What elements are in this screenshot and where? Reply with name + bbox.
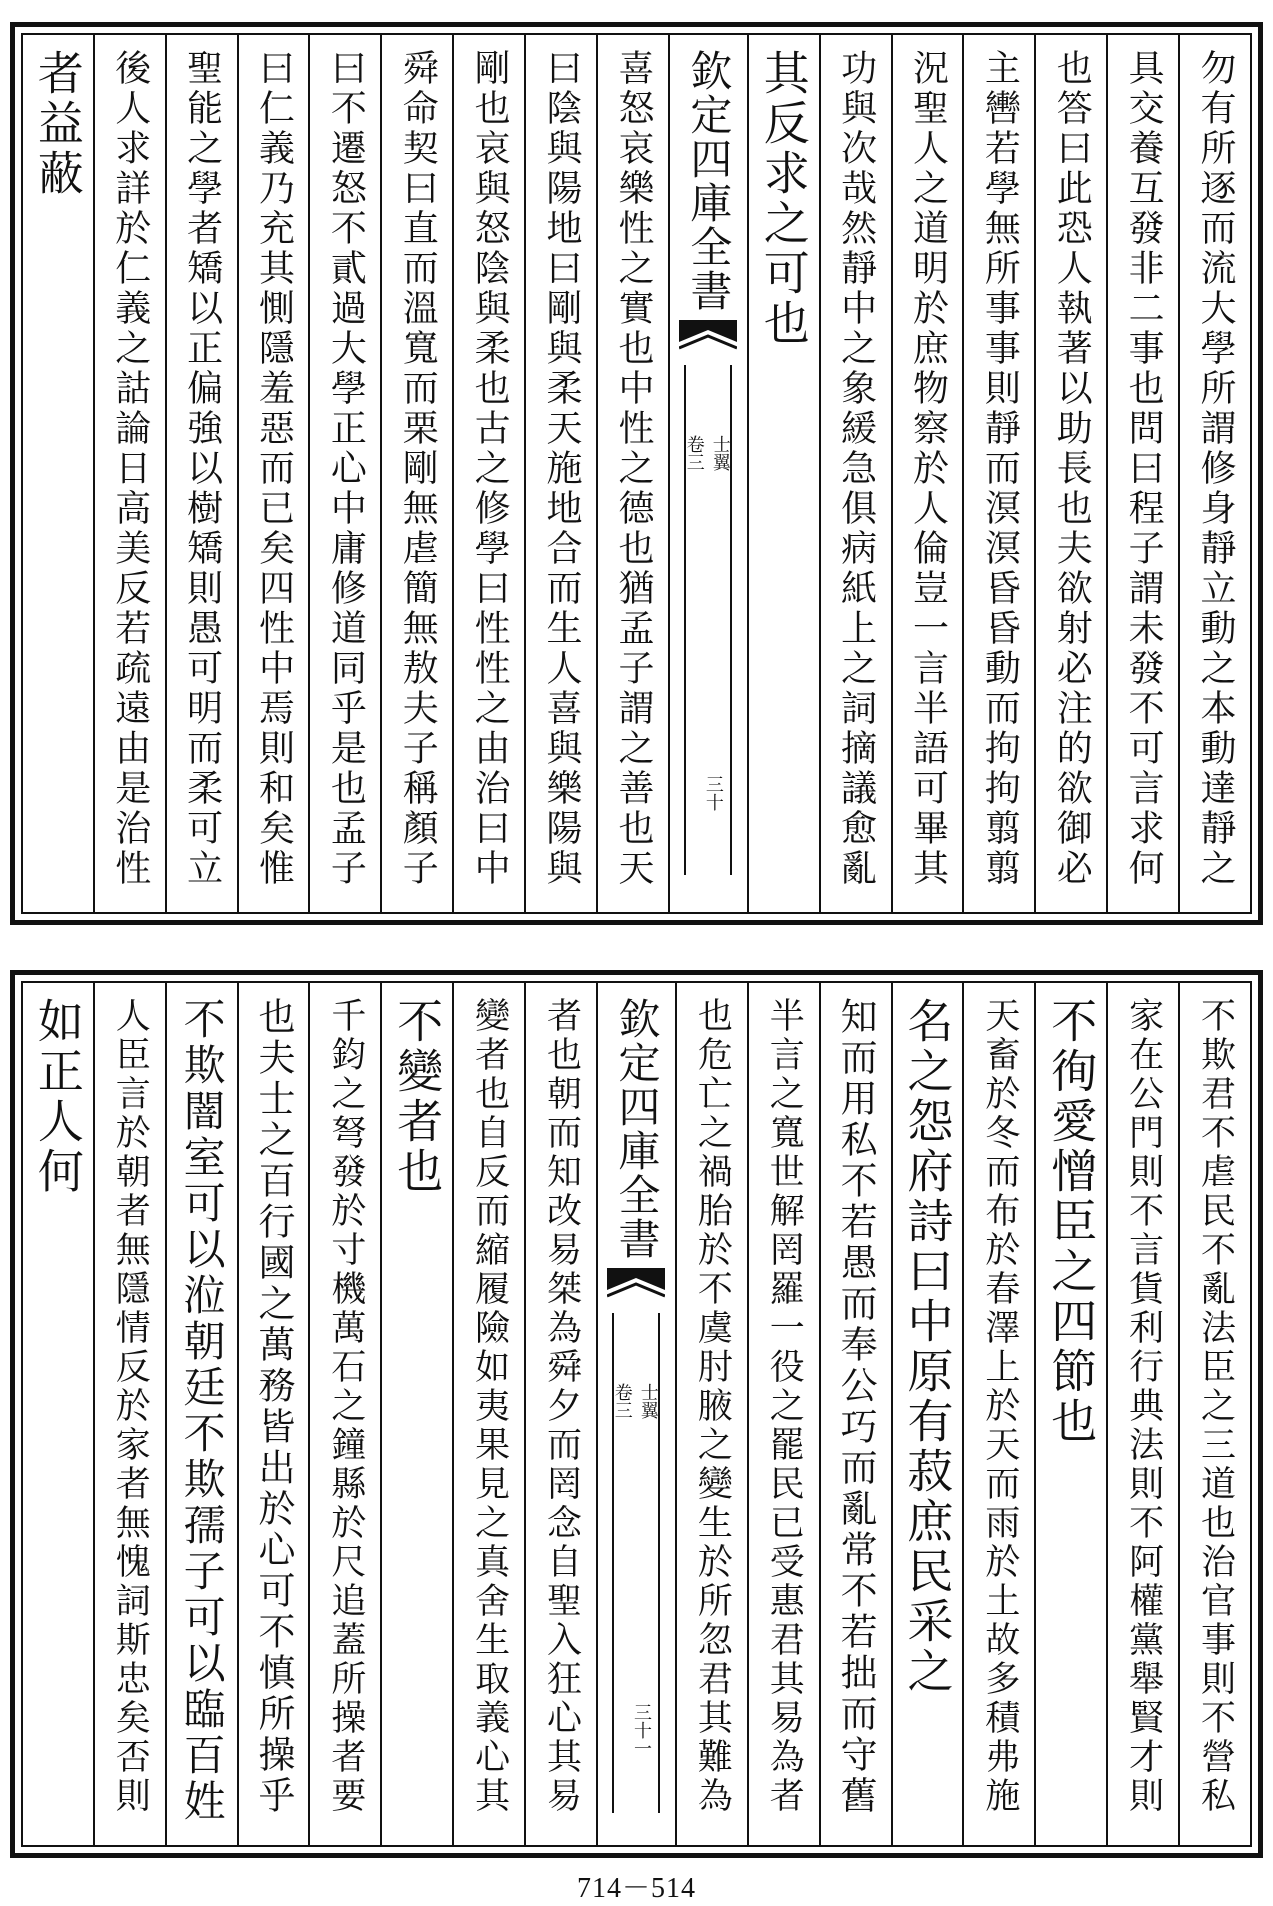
page-number: 三十 [702,775,724,811]
column-text: 者益蔽 [30,49,85,199]
text-column [1106,35,1178,912]
text-column [93,983,165,1845]
text-column [819,35,891,912]
column-text: 不徇愛憎臣之四節也 [1044,997,1099,1447]
text-column [165,983,237,1845]
text-column [819,983,891,1845]
page-number: 三十一 [631,1703,652,1757]
top-columns [23,35,1250,912]
column-text: 曰仁義乃充其惻隱羞惡而已矣四性中焉則和矣惟 [253,49,295,889]
text-column [675,983,747,1845]
text-column [962,35,1034,912]
top-page-frame [21,33,1252,914]
text-column [524,983,596,1845]
text-column [1034,983,1106,1845]
text-column [747,983,819,1845]
text-column [1106,983,1178,1845]
volume-label: 卷三 [683,435,705,471]
text-column [165,35,237,912]
column-text: 不欺君不虐民不亂法臣之三道也治官事則不營私 [1195,997,1236,1816]
text-column [1178,35,1250,912]
book-title: 士翼 [637,1383,659,1419]
bottom-page [10,970,1263,1858]
text-column [23,35,93,912]
column-text: 不欺闇室可以涖朝廷不欺孺子可以臨百姓 [177,997,227,1825]
column-text: 其反求之可也 [756,49,811,349]
text-column [747,35,819,912]
column-text: 具交養互發非二事也問曰程子謂未發不可言求何 [1123,49,1165,889]
volume-label: 卷三 [611,1383,633,1419]
bottom-columns [23,983,1250,1845]
column-text: 後人求詳於仁義之詁論日高美反若疏遠由是治性 [109,49,151,889]
text-column [93,35,165,912]
column-text: 如正人何 [30,997,85,1197]
center-fold [668,35,747,912]
column-text: 半言之寬世解罔羅一役之罷民已受惠君其易為者 [764,997,805,1816]
column-text: 曰陰與陽地曰剛與柔天施地合而生人喜與樂陽與 [541,49,583,889]
column-text: 千鈞之弩發於寸機萬石之鐘縣於尺追蓋所操者要 [325,997,366,1816]
column-text: 不變者也 [390,997,445,1197]
text-column [308,35,380,912]
text-column [891,35,963,912]
text-column [452,983,524,1845]
top-page [10,22,1263,925]
bottom-page-frame [21,981,1252,1847]
column-text: 勿有所逐而流大學所謂修身靜立動之本動達靜之 [1195,49,1237,889]
text-column [308,983,380,1845]
text-column [891,983,963,1845]
column-text: 曰不遷怒不貳過大學正心中庸修道同乎是也孟子 [325,49,367,889]
center-fold [596,983,675,1845]
column-text: 家在公門則不言貨利行典法則不阿權黨舉賢才則 [1123,997,1164,1816]
column-text: 也夫士之百行國之萬務皆出於心可不慎所操乎 [251,997,295,1817]
column-text: 也答曰此恐人執著以助長也夫欲射必注的欲御必 [1051,49,1093,889]
page-footer-number: 714－514 [576,1873,696,1904]
text-column [524,35,596,912]
text-column [596,35,668,912]
column-text: 況聖人之道明於庶物察於人倫豈一言半語可畢其 [907,49,949,889]
text-column [237,983,309,1845]
library-title: 欽定四庫全書 [612,997,662,1261]
text-column [962,983,1034,1845]
text-column [1034,35,1106,912]
column-text: 舜命契曰直而溫寬而栗剛無虐簡無敖夫子稱顏子 [397,49,439,889]
text-column [1178,983,1250,1845]
column-text: 者也朝而知改易桀為舜夕而罔念自聖入狂心其易 [541,997,582,1816]
library-title: 欽定四庫全書 [684,49,734,313]
column-text: 天畜於冬而布於春澤上於天而雨於土故多積弗施 [979,997,1020,1816]
column-text: 變者也自反而縮履險如夷果見之真舍生取義心其 [469,997,510,1816]
book-title: 士翼 [709,435,731,471]
column-text: 也危亡之禍胎於不虞肘腋之變生於所忽君其難為 [692,997,733,1816]
fishtail-ornament-icon [679,320,737,360]
text-column [23,983,93,1845]
text-column [380,983,452,1845]
text-column [237,35,309,912]
text-column [380,35,452,912]
column-text: 聖能之學者矯以正偏強以樹矯則愚可明而柔可立 [181,49,223,889]
column-text: 剛也哀與怒陰與柔也古之修學曰性性之由治曰中 [469,49,511,889]
column-text: 喜怒哀樂性之實也中性之德也猶孟子謂之善也天 [612,49,654,889]
text-column [452,35,524,912]
fishtail-ornament-icon [607,1268,665,1308]
column-text: 主轡若學無所事事則靜而溟溟昏昏動而拘拘翦翦 [979,49,1021,889]
column-text: 人臣言於朝者無隱情反於家者無愧詞斯忠矣否則 [110,997,151,1816]
column-text: 功與次哉然靜中之象緩急俱病紙上之詞摘議愈亂 [835,49,877,889]
column-text: 知而用私不若愚而奉公巧而亂常不若拙而守舊 [834,997,878,1817]
column-text: 名之怨府詩曰中原有菽庶民采之 [900,997,955,1697]
